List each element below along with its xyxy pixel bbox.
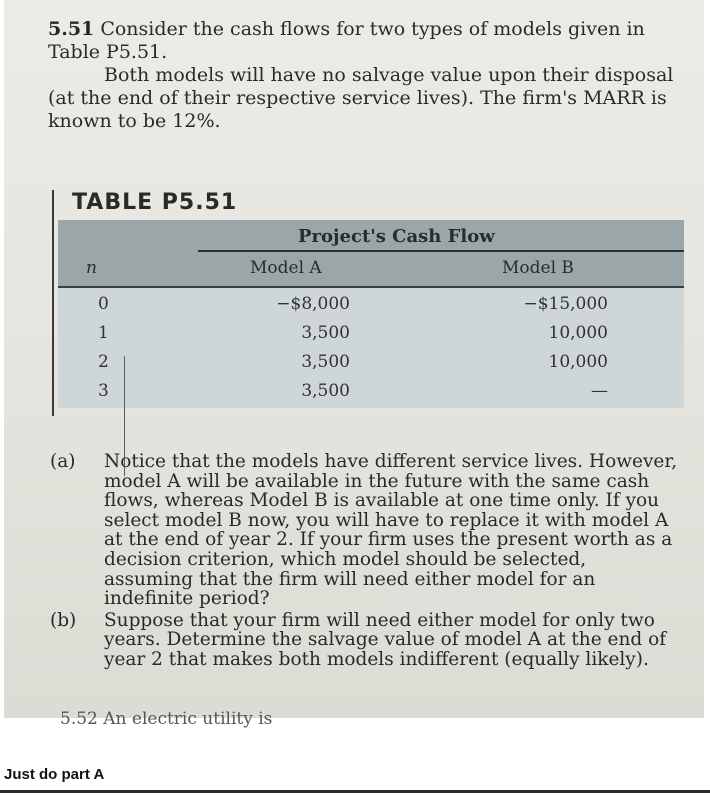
question-a-text: Notice that the models have different service lives. However, model A will be available in the future with the same cash flows, whereas Model B is available at one time only. If you select model B now, you will have to replace it with model A at the end of year 2. If your firm uses the present worth as a decision criterion, which model should be selected, assuming that the firm will need either model for an indefinite period? xyxy=(104,451,678,610)
question-b-label: (b) xyxy=(50,609,77,631)
table-header xyxy=(58,220,684,286)
table-side-bar xyxy=(52,190,54,416)
question-a xyxy=(50,452,680,609)
cell-b-1: 10,000 xyxy=(548,323,608,343)
cell-a-3: 3,500 xyxy=(301,381,350,401)
cell-n-1: 1 xyxy=(98,323,109,343)
cell-b-0: −$15,000 xyxy=(523,294,608,314)
cell-n-2: 2 xyxy=(98,352,109,372)
column-header-model-b: Model B xyxy=(502,258,574,278)
cell-n-0: 0 xyxy=(98,294,109,314)
problem-text-1: Consider the cash flows for two types of models given in Table P5.51. xyxy=(48,18,645,63)
table-body xyxy=(58,288,684,408)
header-rule xyxy=(198,250,684,252)
footer-note: Just do part A xyxy=(4,766,105,783)
cell-a-2: 3,500 xyxy=(301,352,350,372)
problem-intro xyxy=(48,18,688,133)
problem-first-paragraph xyxy=(48,18,688,64)
questions xyxy=(50,452,680,672)
textbook-page-photo xyxy=(4,0,704,729)
problem-number: 5.51 xyxy=(48,18,95,40)
cell-a-1: 3,500 xyxy=(301,323,350,343)
cell-b-3: — xyxy=(591,381,608,401)
cash-flow-table xyxy=(58,220,684,408)
cell-b-2: 10,000 xyxy=(548,352,608,372)
group-header: Project's Cash Flow xyxy=(298,226,495,247)
next-problem-partial: 5.52 An electric utility is xyxy=(60,709,273,729)
cell-n-3: 3 xyxy=(98,381,109,401)
question-b-text: Suppose that your firm will need either model for only two years. Determine the salvage value of model A at the end of year 2 that makes both models indifferent (equally likely). xyxy=(104,609,667,670)
footer-rule xyxy=(0,790,710,793)
problem-text-2: Both models will have no salvage value upon their disposal (at the end of their respective service lives). The firm's MARR is known to be 12%. xyxy=(48,64,674,132)
cell-a-0: −$8,000 xyxy=(276,294,350,314)
column-header-n: n xyxy=(86,258,97,278)
table-title: TABLE P5.51 xyxy=(72,190,238,215)
question-a-label: (a) xyxy=(50,451,76,472)
question-b xyxy=(50,611,680,670)
column-header-model-a: Model A xyxy=(250,258,322,278)
